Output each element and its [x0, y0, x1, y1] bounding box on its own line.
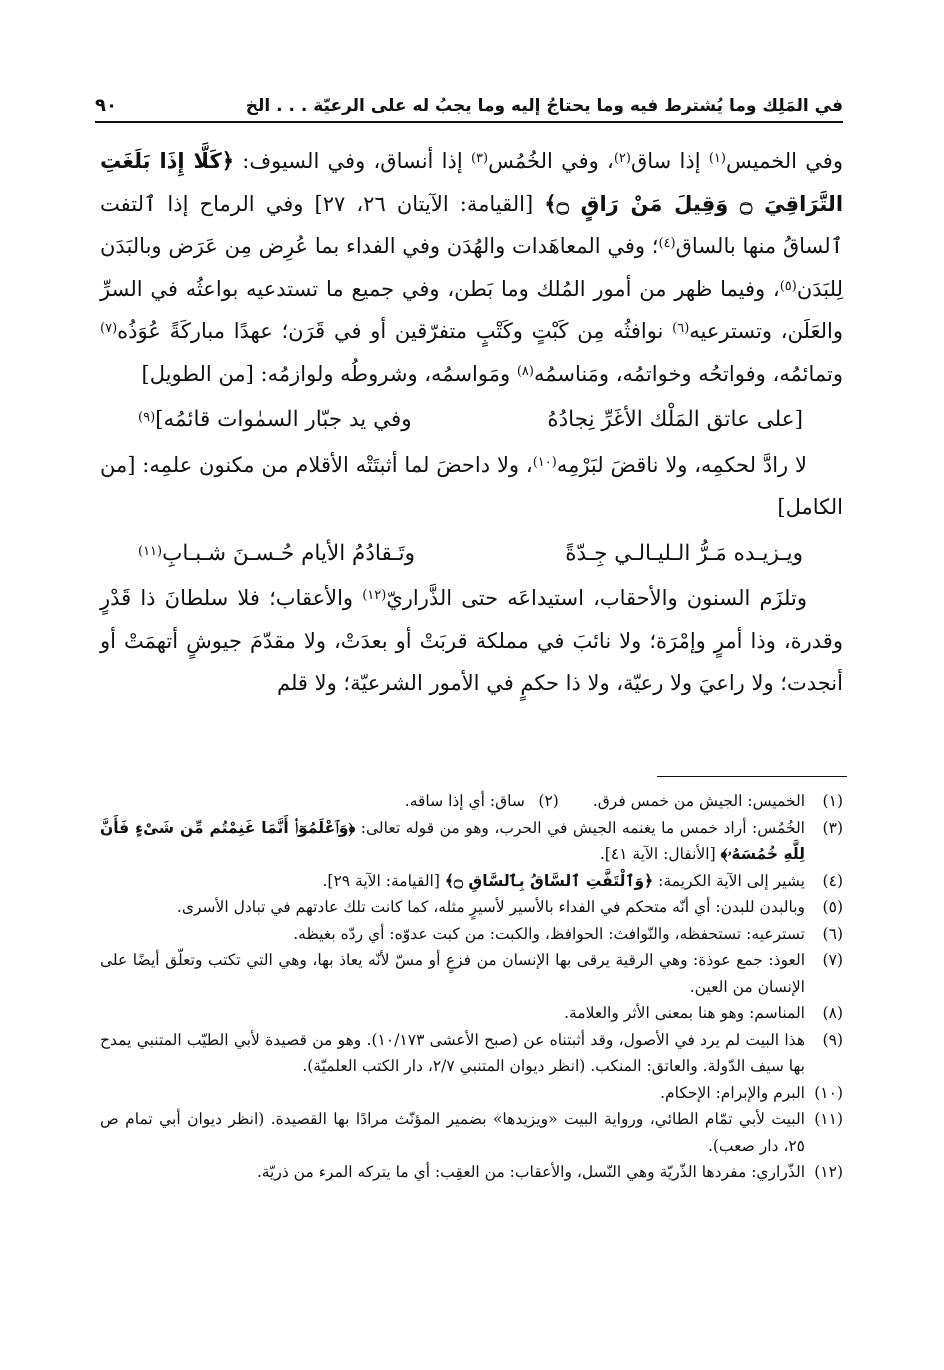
footnote-ref: (١٠) [532, 454, 557, 470]
footnote-ref: (٥) [779, 278, 797, 294]
footnote-10: (١٠) البرم والإبرام: الإحكام. [660, 1083, 843, 1102]
footnote-ref: (٦) [672, 321, 690, 336]
header-rule [95, 121, 843, 123]
footnote-4: (٤) يشير إلى الآية الكريمة: ﴿وَٱلْتَفَّتِ ٱلسَّاقُ بِٱلسَّاقِ ۝﴾ [القيامة: الآية ٢٩]. [322, 871, 843, 890]
paragraph-2: لا رادَّ لحكمِه، ولا ناقضَ لبَرْمِه$^{(١٠)}$، ولا داحضَ لما أثبتَتْه الأقلام من مكنون علمِه: [من الكامل] [100, 452, 843, 519]
footnote-3: (٣) الخُمُس: أراد خمس ما يغنمه الجيش في الحرب، وهو من قوله تعالى: ﴿وَٱعْلَمُوٓا۟ أَنَّمَا غَنِمْتُم مِّن شَىْءٍ فَأَنَّ لِلَّهِ خُمُسَهُۥ﴾ [الأنفال: الآية ٤١]. [100, 818, 843, 863]
footnote-12: (١٢) الذّراري: مفردها الذّريّة وهي النّسل، والأعقاب: من العقِب: أي ما يتركه المرء من ذريّة. [256, 1163, 843, 1181]
page-header [95, 80, 843, 116]
main-text [100, 140, 843, 705]
quran-quote: ﴿وَٱلْتَفَّتِ ٱلسَّاقُ بِٱلسَّاقِ ۝﴾ [444, 871, 654, 890]
footnote-2: (٢) ساق: أي إذا ساقه. [404, 792, 559, 810]
footnote-1: (١) الخميس: الجيش من خمس فرق. [592, 792, 843, 810]
footnote-9: (٩) هذا البيت لم يرد في الأصول، وقد أثبتناه عن (صبح الأعشى ١٠/١٧٣). وهو من قصيدة لأبي الطيّب المتنبي يمدح بها سيف الدّولة. والعاتق: المنكب. (انظر ديوان المتنبي ٢/٧، دار الكتب العلميّة). [100, 1030, 843, 1075]
footnote-5: (٥) وبالبدن للبدن: أي أنّه متحكم في الفداء بالأسير لأسيرٍ مثله، كما كانت تلك عادتهم في تبادل الأسرى. [176, 898, 843, 916]
footnote-ref: (٧) [100, 321, 118, 336]
footnote-ref: (٩) [138, 410, 156, 425]
verse-second-hemistich: وفي يد جبّار السمٰوات قائمُه]$^{(٩)}$ [138, 407, 412, 432]
page-number: ٩٠ [95, 95, 117, 116]
footnote-ref: (١) [708, 151, 726, 166]
footnotes [100, 788, 843, 1186]
footnote-ref: (٢) [613, 151, 631, 166]
footnote-6: (٦) تسترعيه: تستحفظه، والنّوافث: الحوافظ، والكبت: من كبت عدوّه: أي ردّه بغيظه. [293, 924, 843, 943]
footnote-pair [100, 788, 843, 815]
footnote-8: (٨) المناسم: وهو هنا بمعنى الأثر والعلامة. [564, 1004, 843, 1022]
poetry-verse-2 [138, 529, 803, 578]
footnote-ref: (١١) [138, 543, 163, 559]
footnote-ref: (٤) [658, 236, 676, 251]
paragraph-3: وتلزَم السنون والأحقاب، استيداعَه حتى الذَّراريّ$^{(١٢)}$ والأعقاب؛ فلا سلطانَ ذا قَدْرٍ وقدرة، وذا أمرٍ وإمْرَة؛ ولا نائبَ في مملكة قربَتْ أو بعدَتْ، ولا مقدّمَ جيوشٍ أتهمَتْ أو أنجدت؛ ولا راعيَ ولا رعيّة، ولا ذا حكمٍ في الأمور الشرعيّة؛ ولا قلم [100, 586, 843, 695]
poetry-verse-1 [138, 395, 803, 444]
running-title: في المَلِك وما يُشترط فيه وما يحتاجُ إليه وما يجبُ له على الرعيّة . . . الخ [245, 96, 843, 116]
quran-quote: ﴿وَٱعْلَمُوٓا۟ أَنَّمَا غَنِمْتُم مِّن شَىْءٍ فَأَنَّ لِلَّهِ خُمُسَهُۥ﴾ [100, 818, 805, 863]
verse-first-hemistich: [على عاتق المَلْك الأغَرِّ نِجادُهُ [547, 407, 803, 432]
verse-first-hemistich: ويـزيـده مَـرُّ الـليـالـي جِـدّةً [565, 540, 803, 566]
footnote-7: (٧) العوذ: جمع عوذة: وهي الرقية يرقى بها الإنسان من فزعٍ أو مسّ لأنّه يعاذ بها، وهي التي تكتب وتعلّق أيضًا على الإنسان من العين. [100, 951, 843, 996]
quran-quote: ﴿كَلَّا إِذَا بَلَغَتِ التَّرَاقِيَ ۝ وَقِيلَ مَنْ رَاقٍ ۝﴾ [100, 149, 844, 216]
footnote-ref: (٣) [470, 151, 489, 166]
footnote-separator [657, 776, 847, 777]
footnote-11: (١١) البيت لأبي تمّام الطائي، ورواية البيت «ويزيدها» بضمير المؤنّث مرادًا بها القصيدة. (انظر ديوان أبي تمام ص ٢٥، دار صعب). [100, 1110, 843, 1155]
footnote-ref: (٨) [516, 363, 534, 379]
paragraph-1: وفي الخميس$^{(١)}$ إذا ساق$^{(٢)}$، وفي الخُمُس$^{(٣)}$ إذا أنساق، وفي السيوف: ﴿كَلَّا إِذَا بَلَغَتِ التَّرَاقِيَ ۝ وَقِيلَ مَنْ رَاقٍ ۝﴾ [القيامة: الآيتان ٢٦، ٢٧] وفي الرماح إذا ٱلتفت ٱلساقُ منها بالساق$^{(٤)}$؛ وفي المعاهَدات والهُدَن وفي الفداء بما عُرِض مِن عَرَض وبالبَدَن لِلبَدَن$^{(٥)}$، وفيما ظهر من أمور المُلك وما بَطن، وفي جميع ما تستدعيه بواعثُه في السرِّ والعَلَن، وتسترعيه$^{(٦)}$ نوافثُه مِن كَبْتٍ وكَتْبٍ متفرّقين أو في قَرَن؛ عهدًا مباركَةً عُوَذُه$^{(٧)}$ وتمائمُه، وفواتحُه وخواتمُه، ومَناسمُه$^{(٨)}$ ومَواسمُه، وشروطُه ولوازمُه: [من الطويل] [100, 149, 844, 386]
verse-second-hemistich: وتَـقادُمُ الأيام حُـسـنَ شـبـابِ$^{(١١)}$ [138, 540, 416, 566]
footnote-ref: (١٢) [362, 588, 387, 603]
